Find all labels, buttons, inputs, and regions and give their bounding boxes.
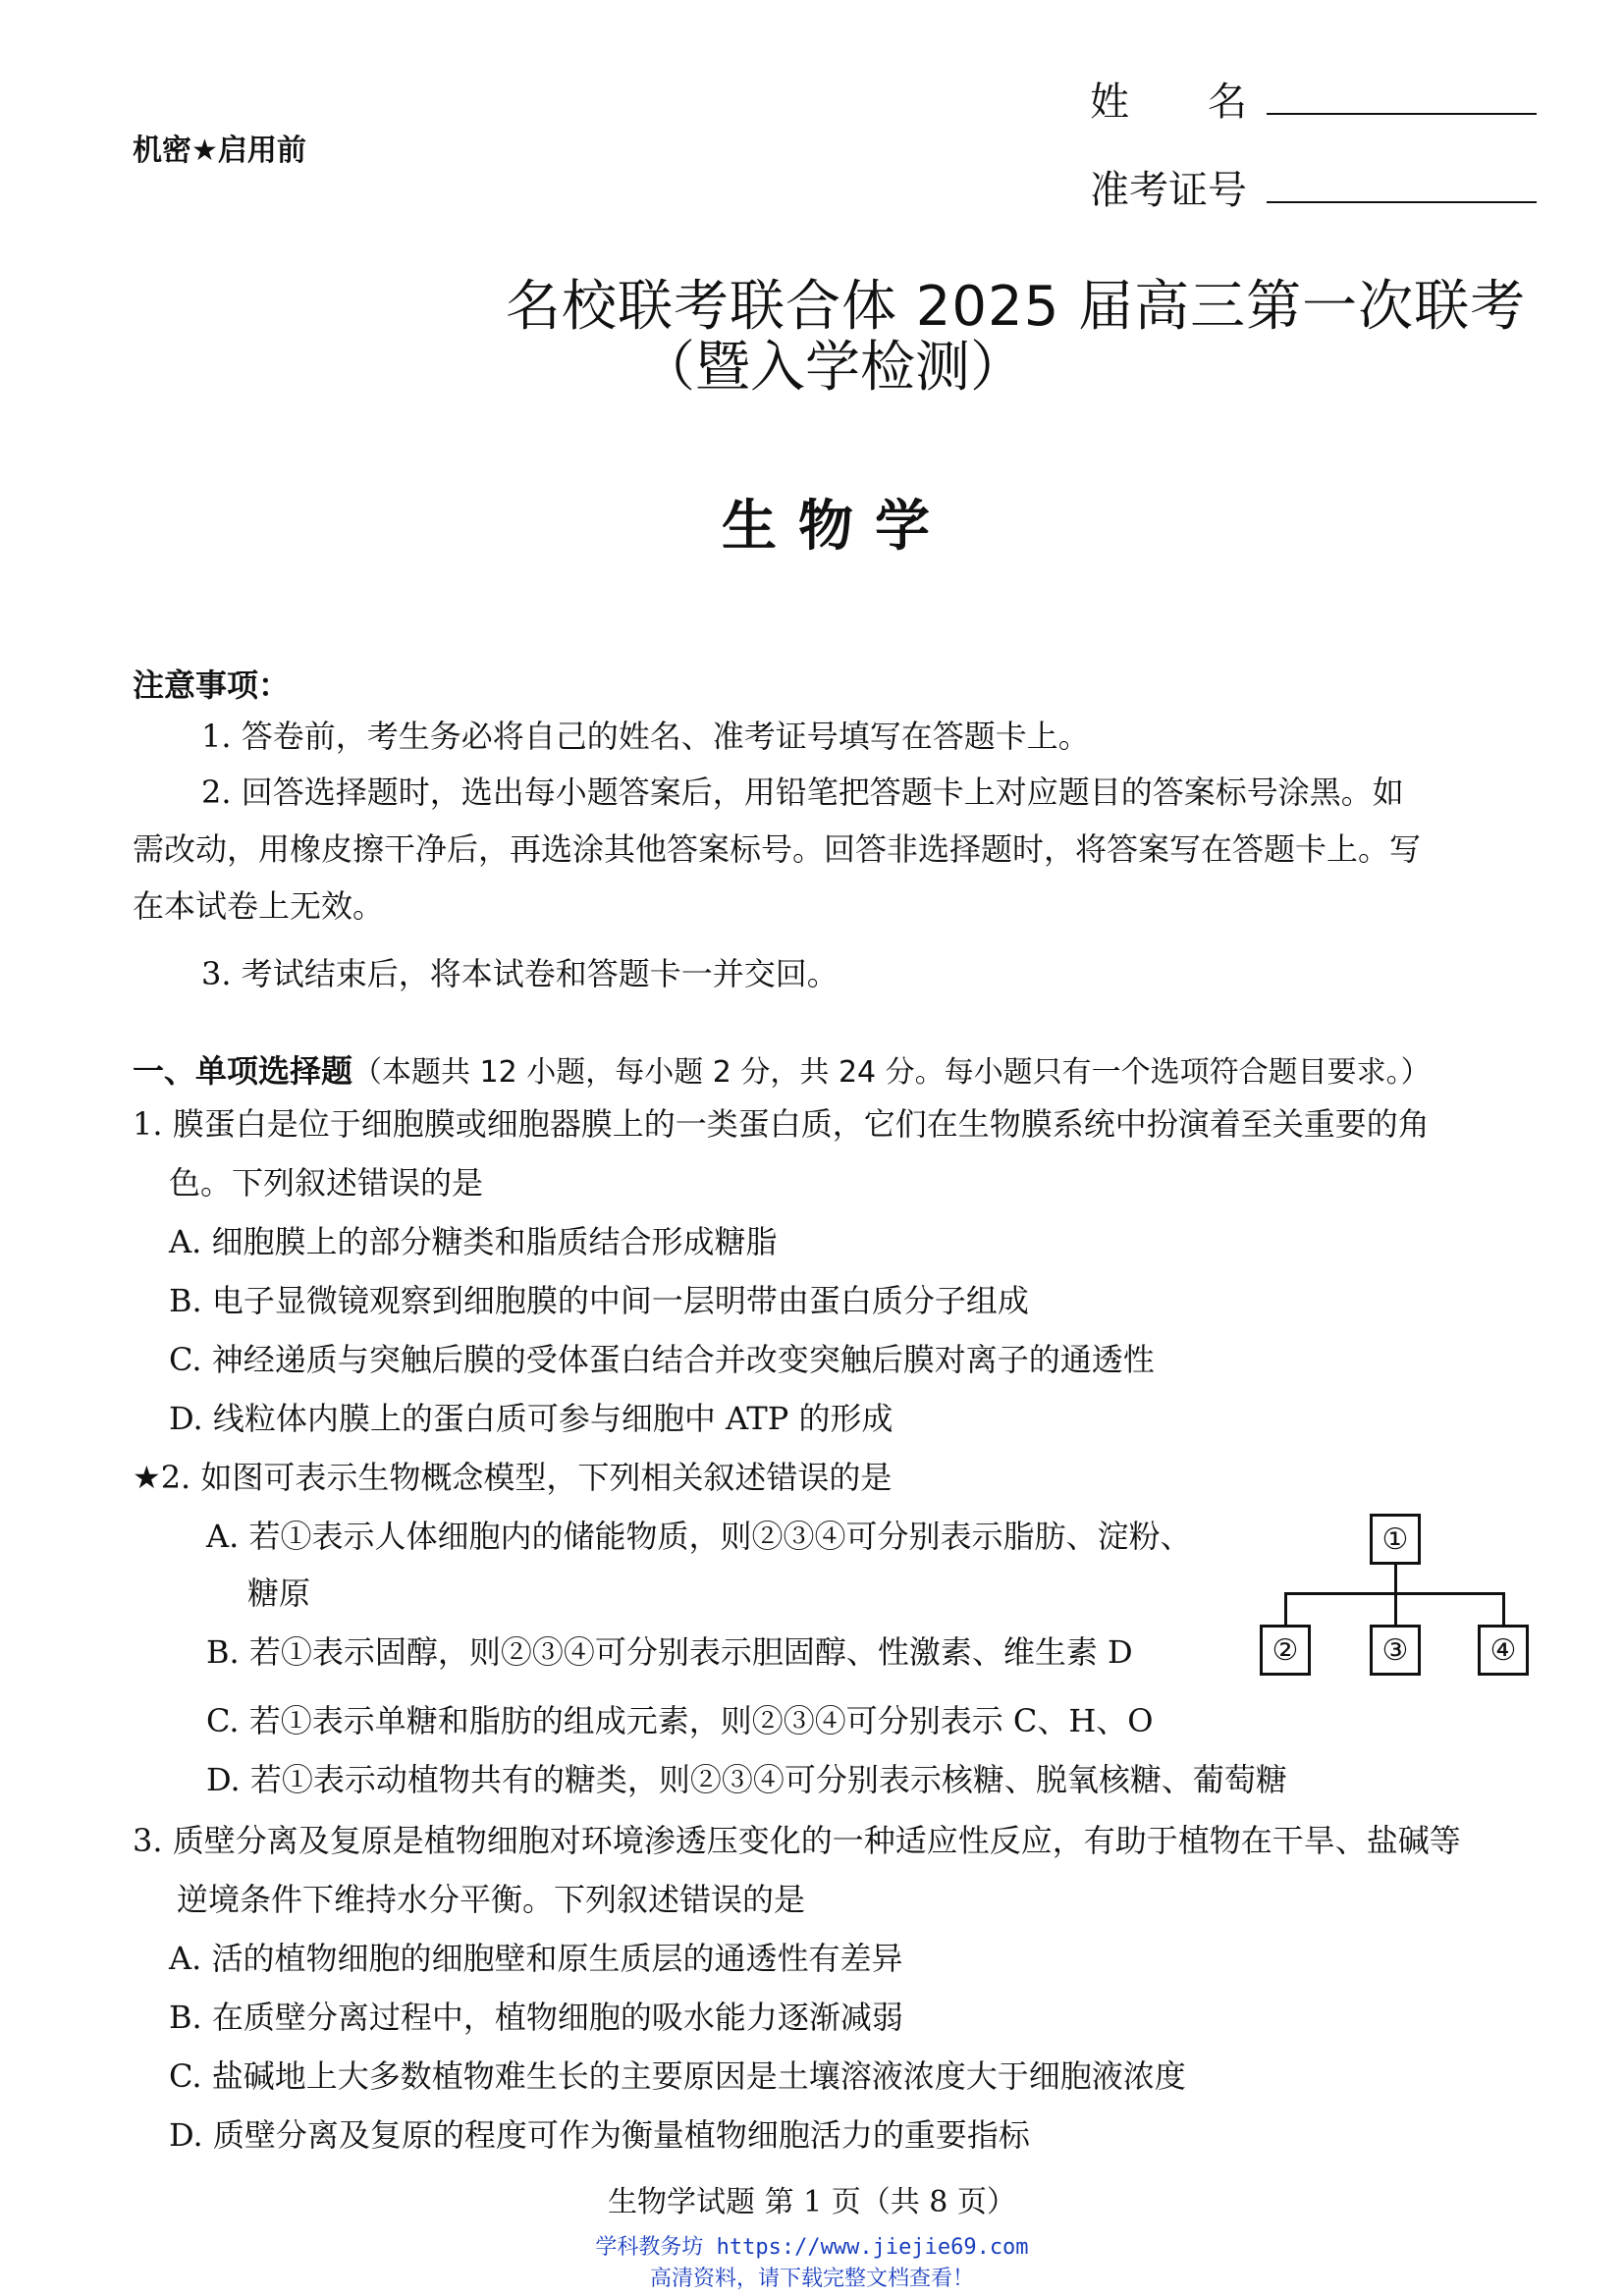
q1-option-c: C. 神经递质与突触后膜的受体蛋白结合并改变突触后膜对离子的通透性 bbox=[169, 1341, 1155, 1378]
q1-option-b: B. 电子显微镜观察到细胞膜的中间一层明带由蛋白质分子组成 bbox=[169, 1282, 1029, 1319]
q1-stem-line-2: 色。下列叙述错误的是 bbox=[169, 1164, 484, 1201]
section-title: 一、单项选择题 bbox=[133, 1052, 353, 1090]
q2-option-b: B. 若①表示固醇，则②③④可分别表示胆固醇、性激素、维生素 D bbox=[206, 1633, 1133, 1671]
page-footer: 生物学试题 第 1 页（共 8 页） bbox=[608, 2185, 1016, 2219]
exam-subtitle: （暨入学检测） bbox=[640, 336, 1025, 400]
q1-option-a: A. 细胞膜上的部分糖类和脂质结合形成糖脂 bbox=[169, 1223, 778, 1260]
notice-item-3: 3. 考试结束后，将本试卷和答题卡一并交回。 bbox=[201, 955, 839, 992]
star-icon: ★ bbox=[133, 1459, 161, 1496]
name-field[interactable] bbox=[1267, 113, 1537, 115]
id-label: 准考证号 bbox=[1090, 168, 1247, 213]
diagram-node-3: ③ bbox=[1370, 1625, 1421, 1676]
subject-title: 生物学 bbox=[722, 495, 951, 559]
q3-option-a: A. 活的植物细胞的细胞壁和原生质层的通透性有差异 bbox=[169, 1940, 903, 1977]
name-label: 姓 名 bbox=[1090, 80, 1247, 125]
notice-item-2-line-2: 需改动，用橡皮擦干净后，再选涂其他答案标号。回答非选择题时，将答案写在答题卡上。写 bbox=[133, 830, 1422, 868]
q3-stem-line-1: 3. 质壁分离及复原是植物细胞对环境渗透压变化的一种适应性反应，有助于植物在干旱、盐碱等 bbox=[133, 1822, 1461, 1859]
watermark-note: 高清资料，请下载完整文档查看！ bbox=[649, 2267, 974, 2291]
notice-item-2-line-1: 2. 回答选择题时，选出每小题答案后，用铅笔把答题卡上对应题目的答案标号涂黑。如 bbox=[201, 774, 1404, 811]
diagram-connector-vertical bbox=[1394, 1565, 1397, 1594]
q2-stem bbox=[133, 1458, 892, 1497]
q3-option-d: D. 质壁分离及复原的程度可作为衡量植物细胞活力的重要指标 bbox=[169, 2116, 1030, 2154]
q2-option-a-line-2: 糖原 bbox=[247, 1575, 311, 1612]
q1-option-d: D. 线粒体内膜上的蛋白质可参与细胞中 ATP 的形成 bbox=[169, 1400, 893, 1437]
q1-stem-line-1: 1. 膜蛋白是位于细胞膜或细胞器膜上的一类蛋白质，它们在生物膜系统中扮演着至关重要的角 bbox=[133, 1105, 1430, 1143]
diagram-connector-right bbox=[1502, 1592, 1505, 1625]
notice-item-1: 1. 答卷前，考生务必将自己的姓名、准考证号填写在答题卡上。 bbox=[201, 718, 1090, 755]
q2-option-d: D. 若①表示动植物共有的糖类，则②③④可分别表示核糖、脱氧核糖、葡萄糖 bbox=[206, 1761, 1287, 1798]
notice-heading: 注意事项： bbox=[133, 667, 291, 704]
q3-option-c: C. 盐碱地上大多数植物难生长的主要原因是土壤溶液浓度大于细胞液浓度 bbox=[169, 2057, 1186, 2095]
q2-stem-text: 2. 如图可表示生物概念模型，下列相关叙述错误的是 bbox=[160, 1459, 893, 1496]
diagram-connector-left bbox=[1284, 1592, 1287, 1625]
watermark-link[interactable]: 学科教务坊 https://www.jiejie69.com bbox=[595, 2235, 1029, 2260]
diagram-node-4: ④ bbox=[1478, 1625, 1529, 1676]
notice-item-2-line-3: 在本试卷上无效。 bbox=[133, 887, 385, 925]
section-heading bbox=[133, 1046, 1431, 1092]
exam-title: 名校联考联合体 2025 届高三第一次联考 bbox=[506, 275, 1527, 339]
diagram-node-2: ② bbox=[1260, 1625, 1311, 1676]
q2-option-a-line-1: A. 若①表示人体细胞内的储能物质，则②③④可分别表示脂肪、淀粉、 bbox=[206, 1518, 1192, 1555]
q2-option-c: C. 若①表示单糖和脂肪的组成元素，则②③④可分别表示 C、H、O bbox=[206, 1702, 1154, 1739]
diagram-node-1: ① bbox=[1370, 1514, 1421, 1565]
id-field[interactable] bbox=[1267, 201, 1537, 203]
q3-option-b: B. 在质壁分离过程中，植物细胞的吸水能力逐渐减弱 bbox=[169, 1999, 903, 2036]
confidential-label: 机密★启用前 bbox=[133, 133, 306, 168]
section-rule: （本题共 12 小题，每小题 2 分，共 24 分。每小题只有一个选项符合题目要求。） bbox=[352, 1055, 1431, 1090]
diagram-connector-mid bbox=[1394, 1592, 1397, 1625]
q3-stem-line-2: 逆境条件下维持水分平衡。下列叙述错误的是 bbox=[177, 1881, 806, 1918]
